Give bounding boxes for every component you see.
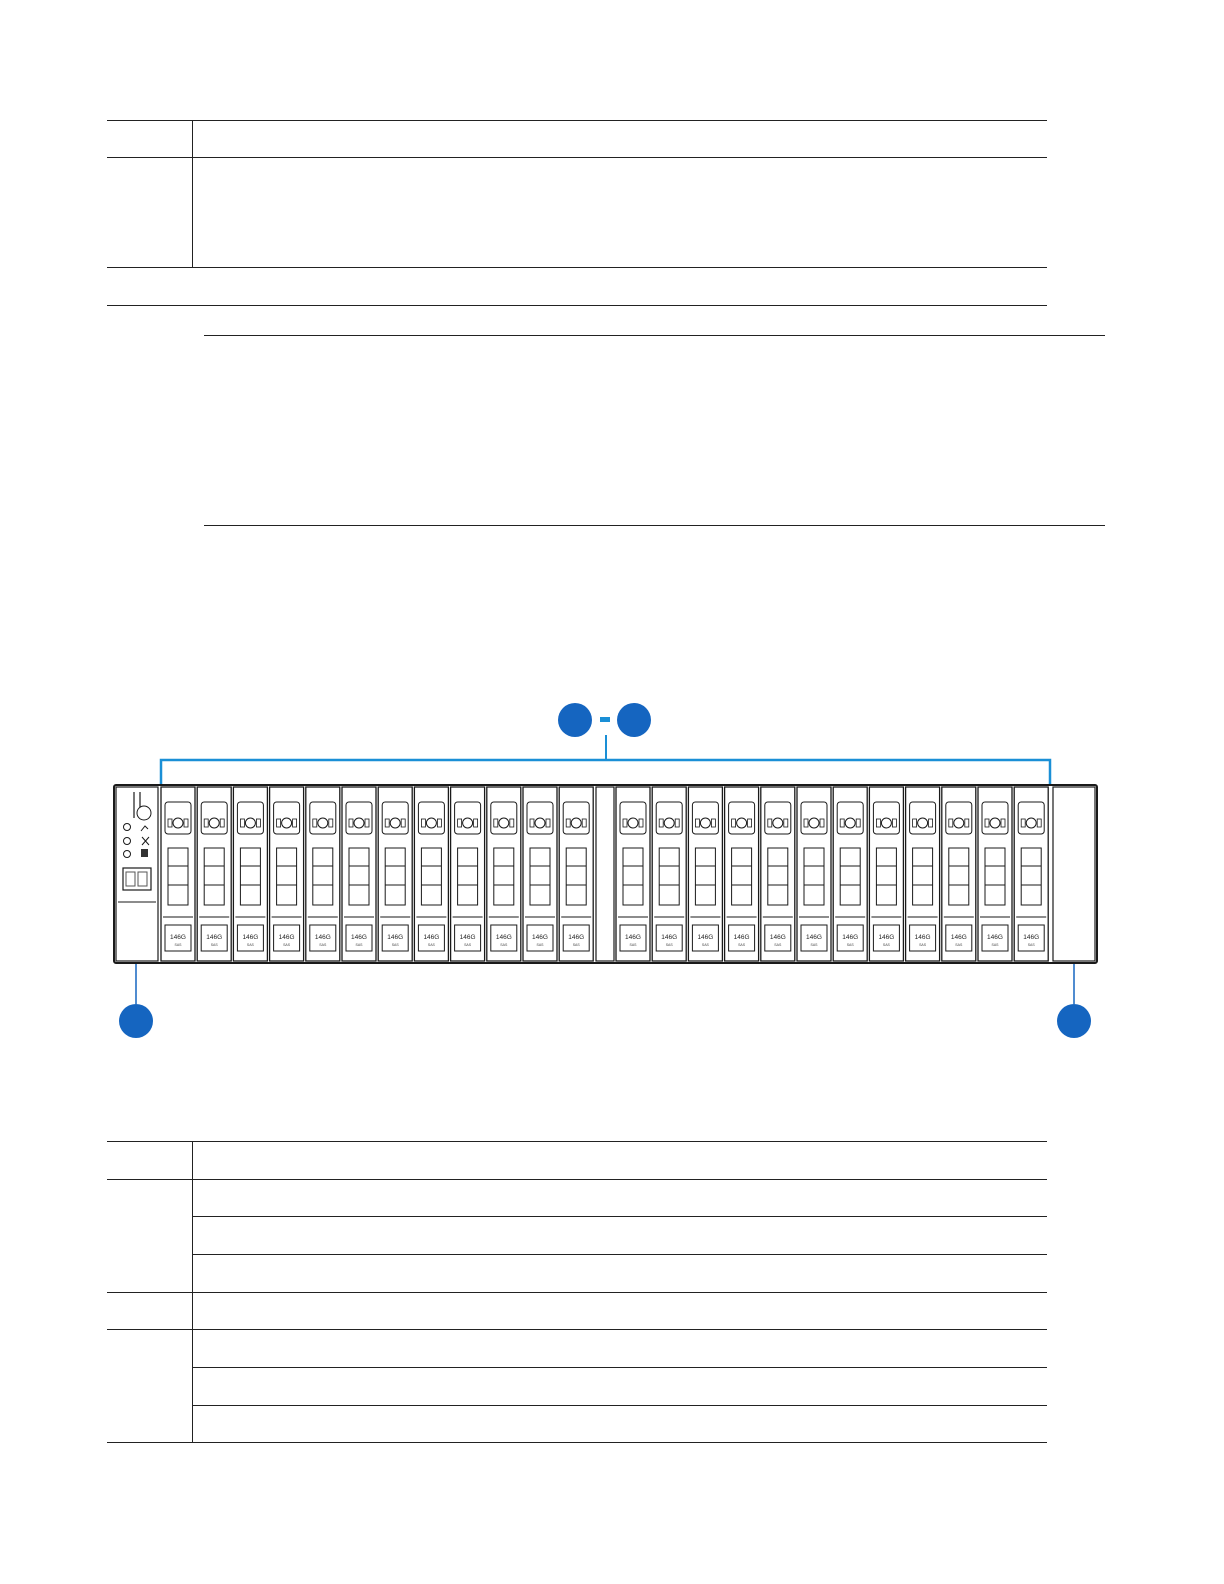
drive-carrier xyxy=(306,787,340,961)
drive-lock-icon xyxy=(773,818,783,828)
drive-lock-icon xyxy=(571,818,581,828)
drive-type-label: SAS xyxy=(919,943,927,947)
drive-type-label: SAS xyxy=(246,943,254,947)
drive-lock-icon xyxy=(990,818,1000,828)
drive-capacity-label: 146G xyxy=(697,934,714,941)
drive-lock-icon xyxy=(628,818,638,828)
drive-carrier xyxy=(616,787,650,961)
drive-vent-frame xyxy=(458,848,478,905)
drive-vent-frame xyxy=(349,848,369,905)
drive-capacity-label: 146G xyxy=(914,934,931,941)
drive-carrier xyxy=(869,787,903,961)
drive-type-label: SAS xyxy=(319,943,327,947)
drive-type-label: SAS xyxy=(991,943,999,947)
drive-type-label: SAS xyxy=(427,943,435,947)
callout-range-start xyxy=(558,703,592,737)
drive-type-label: SAS xyxy=(955,943,963,947)
drive-lock-icon xyxy=(737,818,747,828)
drive-capacity-label: 146G xyxy=(495,934,512,941)
table-bottom-rule-3 xyxy=(193,1216,1047,1217)
drive-carrier xyxy=(688,787,722,961)
drive-type-label: SAS xyxy=(810,943,818,947)
callout-range-end xyxy=(617,703,651,737)
drive-vent-frame xyxy=(277,848,297,905)
drive-carrier xyxy=(978,787,1012,961)
drive-carrier xyxy=(1014,787,1048,961)
drive-carrier xyxy=(487,787,521,961)
drive-capacity-label: 146G xyxy=(625,934,641,941)
drive-vent-frame xyxy=(985,848,1005,905)
drive-carrier xyxy=(161,787,195,961)
drive-capacity-label: 146G xyxy=(351,934,367,941)
drive-capacity-label: 146G xyxy=(170,934,186,941)
drive-vent-frame xyxy=(530,848,550,905)
drive-vent-frame xyxy=(385,848,405,905)
drive-type-label: SAS xyxy=(536,943,544,947)
drive-vent-frame xyxy=(1021,848,1041,905)
drive-lock-icon xyxy=(354,818,364,828)
drive-lock-icon xyxy=(463,818,473,828)
drive-capacity-label: 146G xyxy=(387,934,404,941)
drive-carrier xyxy=(942,787,976,961)
table-bottom-rule-4 xyxy=(193,1254,1047,1255)
right-ear-panel xyxy=(1053,787,1095,961)
drive-capacity-label: 146G xyxy=(842,934,859,941)
drive-capacity-label: 146G xyxy=(950,934,967,941)
drive-vent-frame xyxy=(240,848,260,905)
drive-carrier xyxy=(906,787,940,961)
drive-capacity-label: 146G xyxy=(661,934,678,941)
drive-lock-icon xyxy=(1026,818,1036,828)
drive-type-label: SAS xyxy=(283,943,291,947)
drive-vent-frame xyxy=(204,848,224,905)
drive-capacity-label: 146G xyxy=(242,934,259,941)
drive-capacity-label: 146G xyxy=(878,934,895,941)
drive-lock-icon xyxy=(809,818,819,828)
drive-type-label: SAS xyxy=(464,943,472,947)
drive-type-label: SAS xyxy=(774,943,782,947)
drive-type-label: SAS xyxy=(701,943,709,947)
drive-lock-icon xyxy=(535,818,545,828)
drive-lock-icon xyxy=(426,818,436,828)
drive-capacity-label: 146G xyxy=(532,934,548,941)
drive-type-label: SAS xyxy=(355,943,363,947)
callout-right xyxy=(1057,1004,1091,1038)
table-bottom-rule-1 xyxy=(107,1141,1047,1142)
power-button-icon xyxy=(137,806,151,820)
drive-vent-frame xyxy=(313,848,333,905)
drive-type-label: SAS xyxy=(665,943,673,947)
drive-lock-icon xyxy=(918,818,928,828)
drive-capacity-label: 146G xyxy=(206,934,223,941)
drive-carrier xyxy=(797,787,831,961)
drive-lock-icon xyxy=(881,818,891,828)
callout-range-separator xyxy=(600,717,610,722)
drive-vent-frame xyxy=(732,848,752,905)
drive-lock-icon xyxy=(845,818,855,828)
drive-type-label: SAS xyxy=(882,943,890,947)
drive-carrier xyxy=(725,787,759,961)
drive-type-label: SAS xyxy=(174,943,182,947)
drive-vent-frame xyxy=(695,848,715,905)
drive-range-bracket xyxy=(161,760,1050,786)
drive-type-label: SAS xyxy=(846,943,854,947)
drive-type-label: SAS xyxy=(210,943,218,947)
drive-capacity-label: 146G xyxy=(1023,934,1040,941)
drive-vent-frame xyxy=(840,848,860,905)
drive-capacity-label: 146G xyxy=(568,934,585,941)
drive-capacity-label: 146G xyxy=(733,934,750,941)
drive-lock-icon xyxy=(209,818,219,828)
drive-capacity-label: 146G xyxy=(314,934,331,941)
drive-lock-icon xyxy=(700,818,710,828)
drive-vent-frame xyxy=(804,848,824,905)
drive-lock-icon xyxy=(282,818,292,828)
drive-vent-frame xyxy=(913,848,933,905)
drive-carrier xyxy=(523,787,557,961)
callout-left xyxy=(119,1004,153,1038)
drive-capacity-label: 146G xyxy=(806,934,822,941)
drive-capacity-label: 146G xyxy=(423,934,440,941)
drive-capacity-label: 146G xyxy=(459,934,476,941)
drive-carrier xyxy=(197,787,231,961)
drive-type-label: SAS xyxy=(391,943,399,947)
status-led-icon xyxy=(124,851,131,858)
drive-carrier xyxy=(833,787,867,961)
drive-capacity-label: 146G xyxy=(769,934,786,941)
drive-vent-frame xyxy=(623,848,643,905)
drive-type-label: SAS xyxy=(738,943,746,947)
drive-vent-frame xyxy=(876,848,896,905)
drive-lock-icon xyxy=(245,818,255,828)
drive-vent-frame xyxy=(494,848,514,905)
drive-type-label: SAS xyxy=(1027,943,1035,947)
table-bottom-column-divider xyxy=(192,1141,193,1442)
drive-vent-frame xyxy=(168,848,188,905)
drive-lock-icon xyxy=(390,818,400,828)
drive-capacity-label: 146G xyxy=(278,934,295,941)
drive-lock-icon xyxy=(664,818,674,828)
drive-carrier xyxy=(342,787,376,961)
drive-carrier xyxy=(378,787,412,961)
drive-carrier xyxy=(652,787,686,961)
drive-carrier xyxy=(559,787,593,961)
drive-lock-icon xyxy=(318,818,328,828)
drive-carrier xyxy=(451,787,485,961)
drive-vent-frame xyxy=(949,848,969,905)
table-bottom-rule-2 xyxy=(107,1179,1047,1180)
table-bottom-rule-9 xyxy=(107,1442,1047,1443)
drive-capacity-label: 146G xyxy=(987,934,1003,941)
status-led-icon xyxy=(124,838,131,845)
center-divider xyxy=(596,787,614,961)
table-bottom-rule-6 xyxy=(107,1329,1047,1330)
drive-lock-icon xyxy=(173,818,183,828)
unit-id-icon xyxy=(141,849,148,857)
drive-vent-frame xyxy=(768,848,788,905)
drive-carrier xyxy=(233,787,267,961)
drive-carrier xyxy=(270,787,304,961)
drive-vent-frame xyxy=(566,848,586,905)
table-bottom-rule-8 xyxy=(193,1405,1047,1406)
drive-vent-frame xyxy=(659,848,679,905)
drive-lock-icon xyxy=(954,818,964,828)
drive-carrier xyxy=(414,787,448,961)
table-bottom-rule-7 xyxy=(193,1367,1047,1368)
table-bottom-rule-5 xyxy=(107,1292,1047,1293)
drive-carrier xyxy=(761,787,795,961)
status-led-icon xyxy=(124,824,131,831)
drive-type-label: SAS xyxy=(572,943,580,947)
drive-vent-frame xyxy=(421,848,441,905)
drive-lock-icon xyxy=(499,818,509,828)
drive-type-label: SAS xyxy=(629,943,637,947)
drive-type-label: SAS xyxy=(500,943,508,947)
